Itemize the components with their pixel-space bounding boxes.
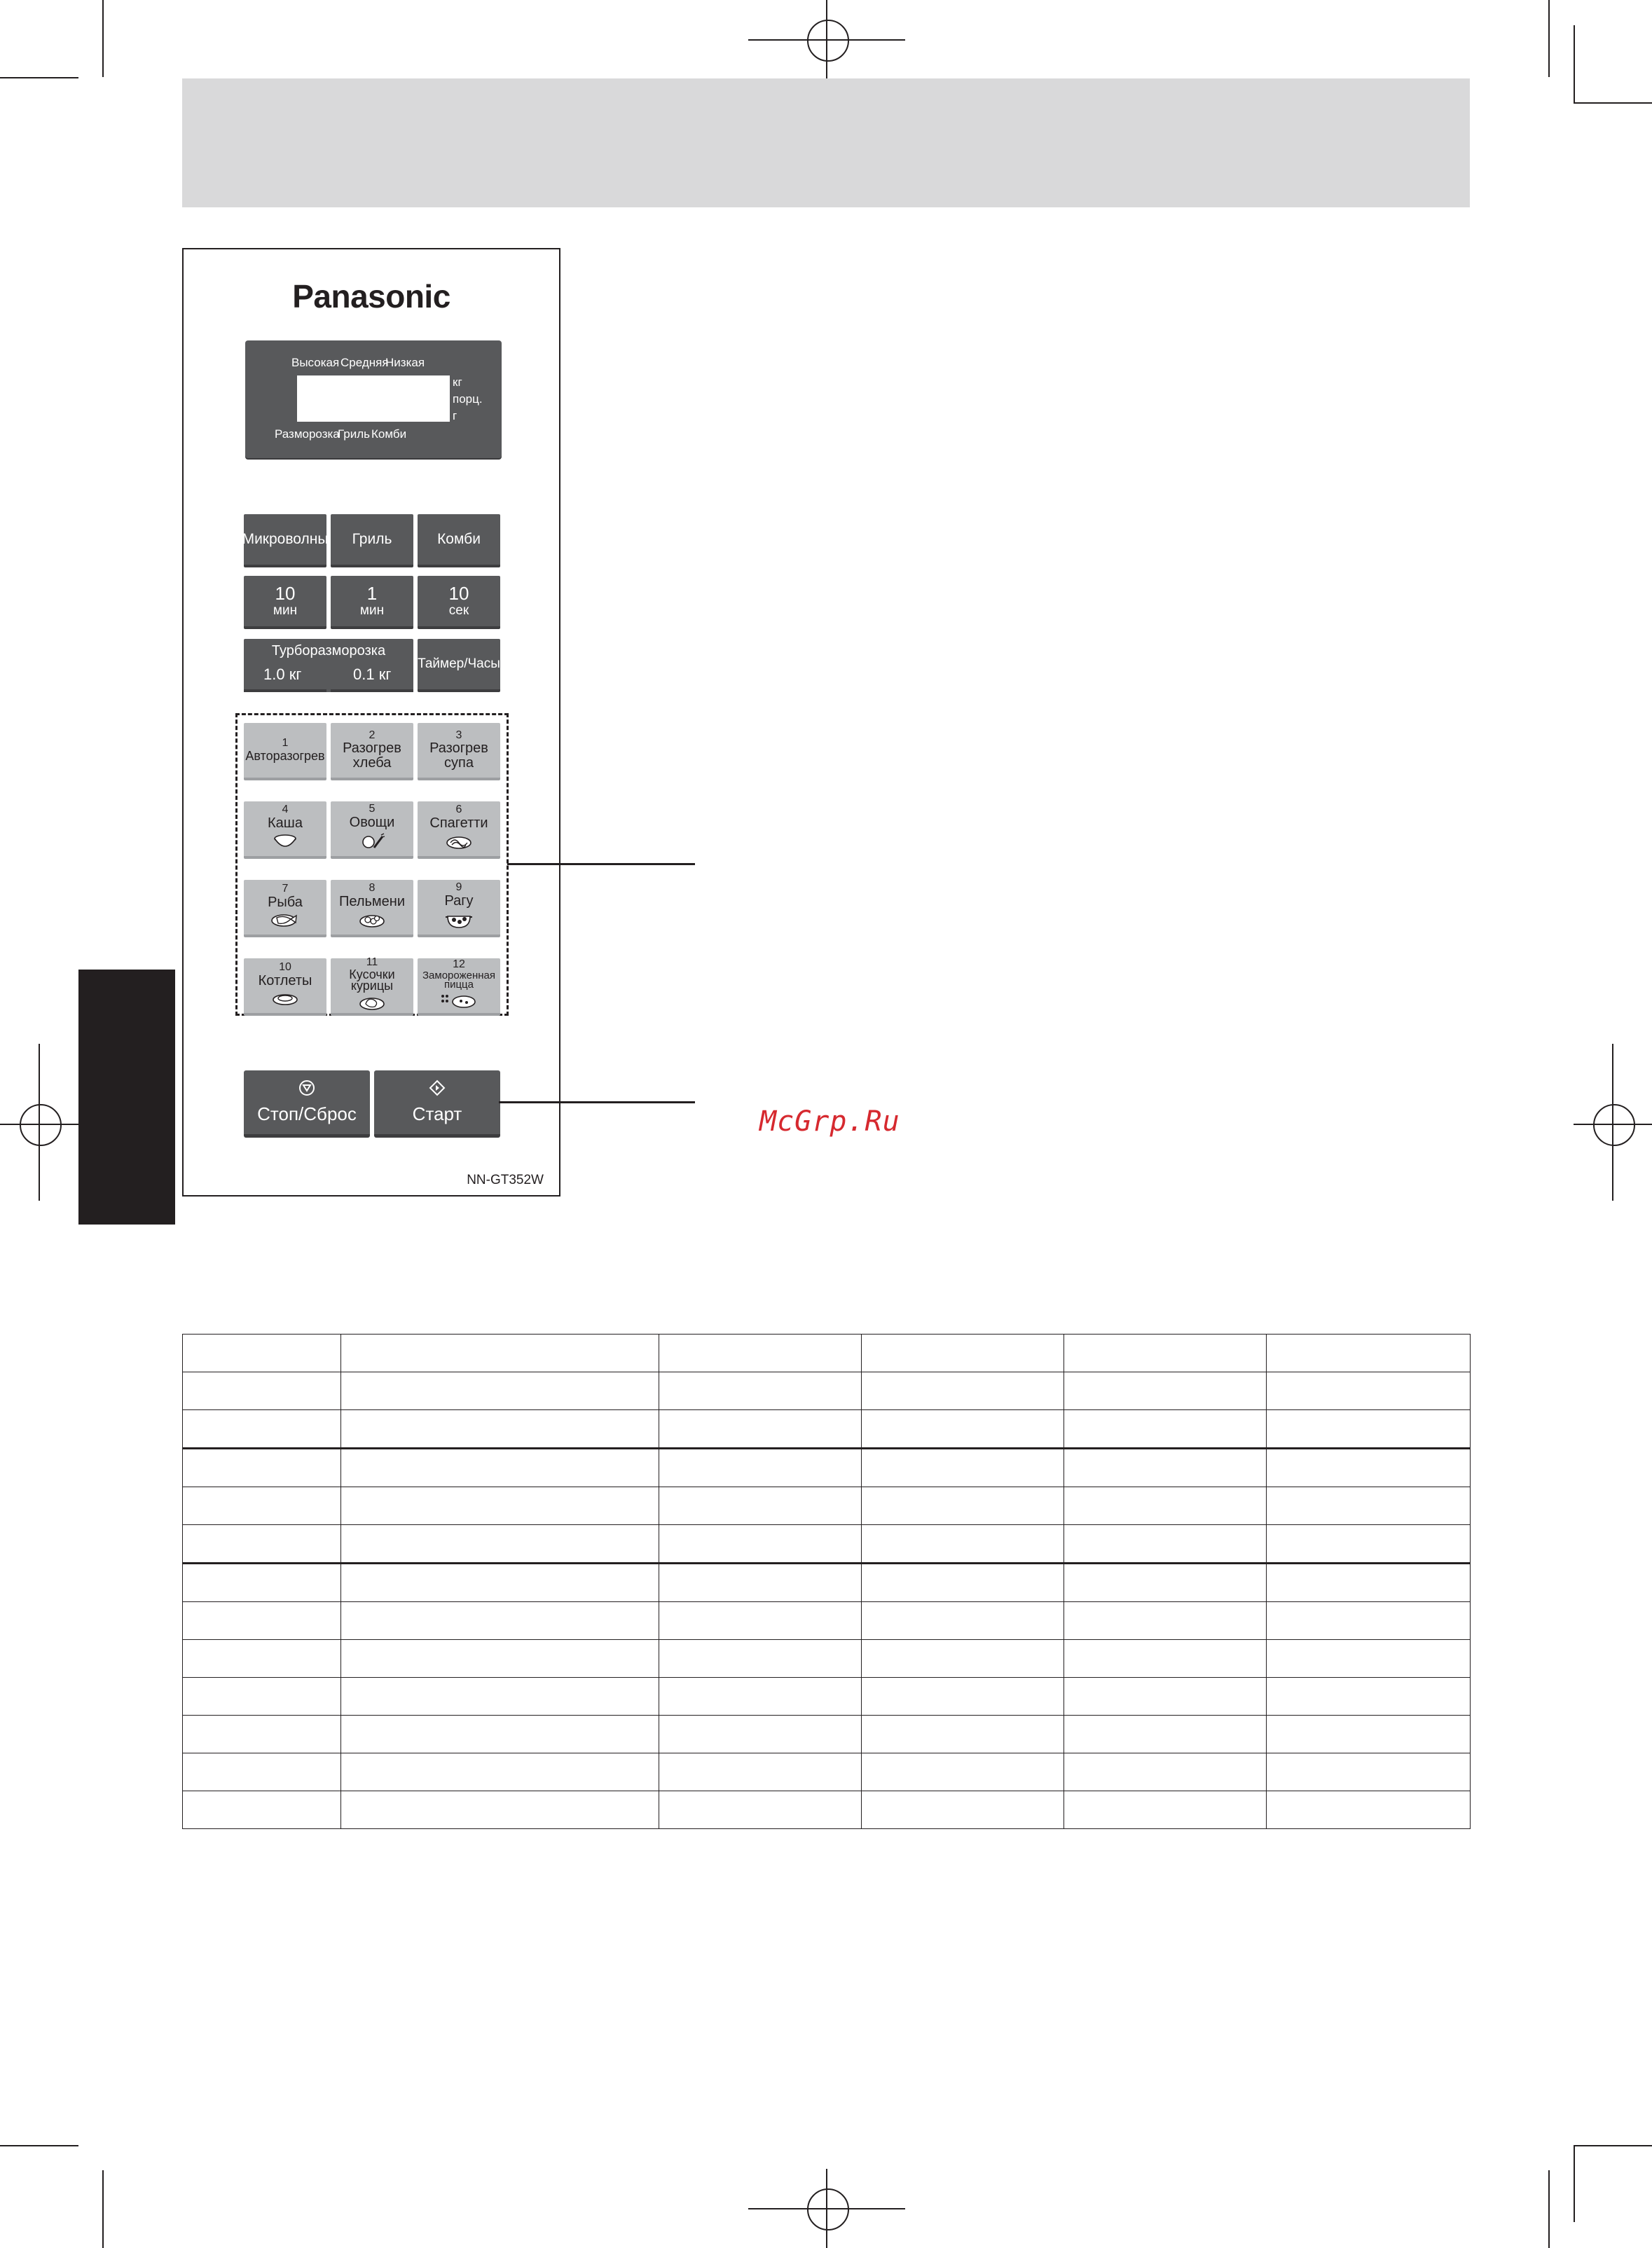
brand-logo: Panasonic bbox=[292, 278, 450, 315]
table-cell bbox=[862, 1678, 1064, 1716]
table-cell bbox=[183, 1449, 341, 1487]
program-number: 3 bbox=[455, 729, 462, 741]
program-label: Котлеты bbox=[258, 972, 312, 988]
table-cell bbox=[1064, 1791, 1267, 1829]
control-panel bbox=[182, 248, 560, 1197]
table-cell bbox=[1267, 1753, 1471, 1791]
stew-icon bbox=[445, 911, 473, 932]
table-row bbox=[183, 1716, 1471, 1753]
table-row bbox=[183, 1525, 1471, 1564]
table-cell bbox=[1064, 1678, 1267, 1716]
table-cell bbox=[1064, 1410, 1267, 1449]
table-cell bbox=[659, 1487, 862, 1525]
table-cell bbox=[341, 1564, 659, 1602]
table-cell bbox=[183, 1640, 341, 1678]
table-cell bbox=[341, 1449, 659, 1487]
program-button-1[interactable] bbox=[244, 723, 326, 780]
defrost-indicator: Разморозка bbox=[275, 427, 340, 441]
registration-mark bbox=[39, 1044, 40, 1201]
display-window bbox=[245, 340, 502, 458]
table-cell bbox=[1267, 1410, 1471, 1449]
program-label: Разогрев супа bbox=[429, 740, 488, 771]
section-tab bbox=[78, 970, 175, 1225]
table-cell bbox=[862, 1791, 1064, 1829]
table-cell bbox=[341, 1791, 659, 1829]
registration-mark bbox=[20, 1104, 62, 1146]
table-cell bbox=[1267, 1640, 1471, 1678]
table-cell bbox=[659, 1640, 862, 1678]
table-cell bbox=[1267, 1602, 1471, 1640]
table-cell bbox=[1064, 1525, 1267, 1564]
header-band bbox=[182, 78, 1470, 207]
table-cell bbox=[183, 1410, 341, 1449]
program-number: 2 bbox=[369, 729, 376, 741]
table-cell bbox=[1267, 1372, 1471, 1410]
crop-mark bbox=[102, 0, 104, 77]
crop-mark bbox=[1548, 0, 1550, 77]
pizza-icon bbox=[440, 992, 478, 1012]
cutlet-icon bbox=[271, 991, 299, 1009]
table-row bbox=[183, 1487, 1471, 1525]
table-cell bbox=[1064, 1449, 1267, 1487]
power-medium-indicator: Средняя bbox=[340, 356, 389, 369]
ten-seconds-unit: сек bbox=[448, 602, 469, 618]
program-table bbox=[182, 1334, 1471, 1829]
table-cell bbox=[183, 1525, 341, 1564]
crop-mark bbox=[102, 2170, 104, 2248]
table-cell bbox=[341, 1716, 659, 1753]
table-cell bbox=[341, 1640, 659, 1678]
table-cell bbox=[183, 1564, 341, 1602]
table-cell bbox=[659, 1602, 862, 1640]
table-cell bbox=[1267, 1791, 1471, 1829]
turbo-defrost-01kg: 0.1 кг bbox=[353, 666, 392, 683]
registration-mark bbox=[826, 2169, 827, 2248]
ten-seconds-button[interactable] bbox=[418, 576, 500, 629]
table-cell bbox=[341, 1602, 659, 1640]
table-cell bbox=[862, 1564, 1064, 1602]
table-cell bbox=[183, 1487, 341, 1525]
table-row bbox=[183, 1602, 1471, 1640]
table-cell bbox=[659, 1678, 862, 1716]
table-cell bbox=[659, 1372, 862, 1410]
porridge-bowl-icon bbox=[272, 833, 298, 853]
stop-icon bbox=[298, 1080, 315, 1101]
program-button-3[interactable] bbox=[418, 723, 500, 780]
start-button[interactable] bbox=[374, 1070, 500, 1138]
program-label: Разогрев хлеба bbox=[343, 740, 401, 771]
program-number: 6 bbox=[455, 804, 462, 816]
table-cell bbox=[1064, 1753, 1267, 1791]
table-cell bbox=[659, 1449, 862, 1487]
start-icon bbox=[429, 1080, 446, 1101]
program-label: Спагетти bbox=[429, 815, 488, 831]
ten-seconds-value: 10 bbox=[448, 583, 469, 605]
power-high-indicator: Высокая bbox=[291, 356, 340, 369]
table-cell bbox=[1064, 1640, 1267, 1678]
unit-kg-indicator: кг bbox=[453, 375, 462, 389]
table-cell bbox=[659, 1564, 862, 1602]
one-minute-unit: мин bbox=[359, 602, 385, 618]
watermark: McGrp.Ru bbox=[759, 1105, 900, 1138]
spaghetti-icon bbox=[445, 833, 473, 853]
table-cell bbox=[1267, 1678, 1471, 1716]
table-row bbox=[183, 1335, 1471, 1372]
program-label: Рагу bbox=[444, 892, 474, 909]
table-row bbox=[183, 1410, 1471, 1449]
program-number: 11 bbox=[366, 956, 378, 969]
registration-mark bbox=[807, 2188, 849, 2230]
program-button-8[interactable] bbox=[331, 880, 413, 937]
program-label: Авторазогрев bbox=[245, 748, 325, 763]
table-cell bbox=[183, 1335, 341, 1372]
program-number: 5 bbox=[369, 803, 376, 815]
start-button-label: Старт bbox=[412, 1103, 462, 1124]
program-number: 10 bbox=[279, 961, 291, 974]
table-cell bbox=[1064, 1564, 1267, 1602]
microwave-button[interactable] bbox=[242, 514, 329, 567]
table-cell bbox=[341, 1372, 659, 1410]
leader-line-start bbox=[499, 1101, 695, 1103]
table-row bbox=[183, 1678, 1471, 1716]
unit-gram-indicator: г bbox=[453, 409, 457, 422]
table-cell bbox=[1267, 1564, 1471, 1602]
table-cell bbox=[862, 1372, 1064, 1410]
program-label: Пельмени bbox=[338, 893, 405, 909]
table-cell bbox=[341, 1525, 659, 1564]
turbo-defrost-button[interactable] bbox=[244, 639, 413, 692]
one-minute-button[interactable] bbox=[331, 576, 413, 629]
table-cell bbox=[862, 1602, 1064, 1640]
fish-icon bbox=[270, 912, 301, 931]
registration-mark bbox=[1593, 1104, 1635, 1146]
grill-button[interactable] bbox=[331, 514, 413, 567]
table-cell bbox=[659, 1716, 862, 1753]
grill-button-label: Гриль bbox=[352, 530, 392, 547]
program-number: 7 bbox=[282, 883, 289, 895]
combi-button[interactable] bbox=[418, 514, 500, 567]
table-cell bbox=[341, 1410, 659, 1449]
program-number: 4 bbox=[282, 804, 289, 816]
table-cell bbox=[1064, 1335, 1267, 1372]
crop-mark bbox=[1574, 102, 1652, 104]
program-button-4[interactable] bbox=[244, 801, 326, 859]
stop-reset-label: Стоп/Сброс bbox=[257, 1103, 357, 1124]
table-row bbox=[183, 1564, 1471, 1602]
registration-mark bbox=[826, 0, 827, 78]
grill-indicator: Гриль bbox=[338, 427, 370, 441]
crop-mark bbox=[0, 2145, 78, 2146]
power-low-indicator: Низкая bbox=[385, 356, 425, 369]
program-label: Овощи bbox=[349, 814, 395, 830]
table-row bbox=[183, 1753, 1471, 1791]
table-cell bbox=[659, 1525, 862, 1564]
ten-minutes-button[interactable] bbox=[244, 576, 326, 629]
table-row bbox=[183, 1372, 1471, 1410]
table-cell bbox=[659, 1335, 862, 1372]
table-cell bbox=[862, 1335, 1064, 1372]
table-cell bbox=[183, 1678, 341, 1716]
table-cell bbox=[862, 1487, 1064, 1525]
table-cell bbox=[341, 1753, 659, 1791]
table-cell bbox=[862, 1640, 1064, 1678]
combi-indicator: Комби bbox=[371, 427, 407, 441]
crop-mark bbox=[1574, 2145, 1575, 2222]
one-minute-value: 1 bbox=[366, 583, 378, 605]
program-button-7[interactable] bbox=[244, 880, 326, 937]
table-cell bbox=[1064, 1487, 1267, 1525]
table-cell bbox=[183, 1602, 341, 1640]
table-cell bbox=[183, 1372, 341, 1410]
model-number: NN-GT352W bbox=[467, 1173, 544, 1187]
table-cell bbox=[862, 1449, 1064, 1487]
table-cell bbox=[1267, 1449, 1471, 1487]
table-cell bbox=[183, 1716, 341, 1753]
microwave-button-label: Микроволны bbox=[242, 530, 329, 547]
ten-minutes-value: 10 bbox=[275, 583, 296, 605]
program-number: 8 bbox=[369, 882, 376, 895]
crop-mark bbox=[1548, 2170, 1550, 2248]
table-cell bbox=[1267, 1487, 1471, 1525]
registration-mark bbox=[1612, 1044, 1613, 1201]
dumplings-icon bbox=[358, 911, 386, 932]
program-button-11[interactable] bbox=[331, 958, 413, 1016]
program-number: 1 bbox=[282, 737, 289, 750]
program-button-9[interactable] bbox=[418, 880, 500, 937]
table-cell bbox=[659, 1791, 862, 1829]
table-cell bbox=[862, 1716, 1064, 1753]
table-cell bbox=[1064, 1716, 1267, 1753]
program-button-2[interactable] bbox=[331, 723, 413, 780]
table-cell bbox=[659, 1410, 862, 1449]
stop-reset-button[interactable] bbox=[244, 1070, 370, 1138]
program-button-6[interactable] bbox=[418, 801, 500, 859]
table-row bbox=[183, 1640, 1471, 1678]
turbo-defrost-title: Турборазморозка bbox=[271, 643, 386, 658]
program-button-12[interactable] bbox=[418, 958, 500, 1016]
crop-mark bbox=[1574, 2145, 1652, 2146]
crop-mark bbox=[0, 77, 78, 78]
ten-minutes-unit: мин bbox=[273, 602, 298, 618]
table-cell bbox=[341, 1487, 659, 1525]
chicken-icon bbox=[358, 994, 386, 1014]
vegetables-icon bbox=[359, 832, 385, 854]
table-row bbox=[183, 1449, 1471, 1487]
program-label: Рыба bbox=[268, 894, 303, 910]
table-cell bbox=[1267, 1335, 1471, 1372]
unit-portion-indicator: порц. bbox=[453, 392, 483, 406]
registration-mark bbox=[807, 20, 849, 62]
table-cell bbox=[1267, 1525, 1471, 1564]
table-row bbox=[183, 1791, 1471, 1829]
table-cell bbox=[1064, 1372, 1267, 1410]
table-cell bbox=[862, 1410, 1064, 1449]
table-cell bbox=[183, 1753, 341, 1791]
table-cell bbox=[862, 1525, 1064, 1564]
table-cell bbox=[862, 1753, 1064, 1791]
table-cell bbox=[1267, 1716, 1471, 1753]
table-cell bbox=[183, 1791, 341, 1829]
lcd-screen bbox=[297, 375, 450, 422]
program-label: Каша bbox=[268, 815, 303, 831]
table-cell bbox=[341, 1678, 659, 1716]
program-label: Замороженная пицца bbox=[422, 969, 495, 991]
combi-button-label: Комби bbox=[437, 530, 481, 547]
program-button-5[interactable] bbox=[331, 801, 413, 859]
timer-clock-button[interactable] bbox=[418, 639, 500, 692]
program-number: 9 bbox=[455, 881, 462, 894]
program-number: 12 bbox=[453, 958, 465, 971]
timer-clock-label: Таймер/Часы bbox=[418, 656, 500, 672]
table-cell bbox=[1064, 1602, 1267, 1640]
crop-mark bbox=[1574, 25, 1575, 102]
table-cell bbox=[341, 1335, 659, 1372]
turbo-defrost-1kg: 1.0 кг bbox=[263, 666, 302, 683]
leader-line-programs bbox=[507, 863, 695, 865]
program-button-10[interactable] bbox=[244, 958, 326, 1016]
table-cell bbox=[659, 1753, 862, 1791]
program-label: Кусочки курицы bbox=[349, 967, 395, 993]
